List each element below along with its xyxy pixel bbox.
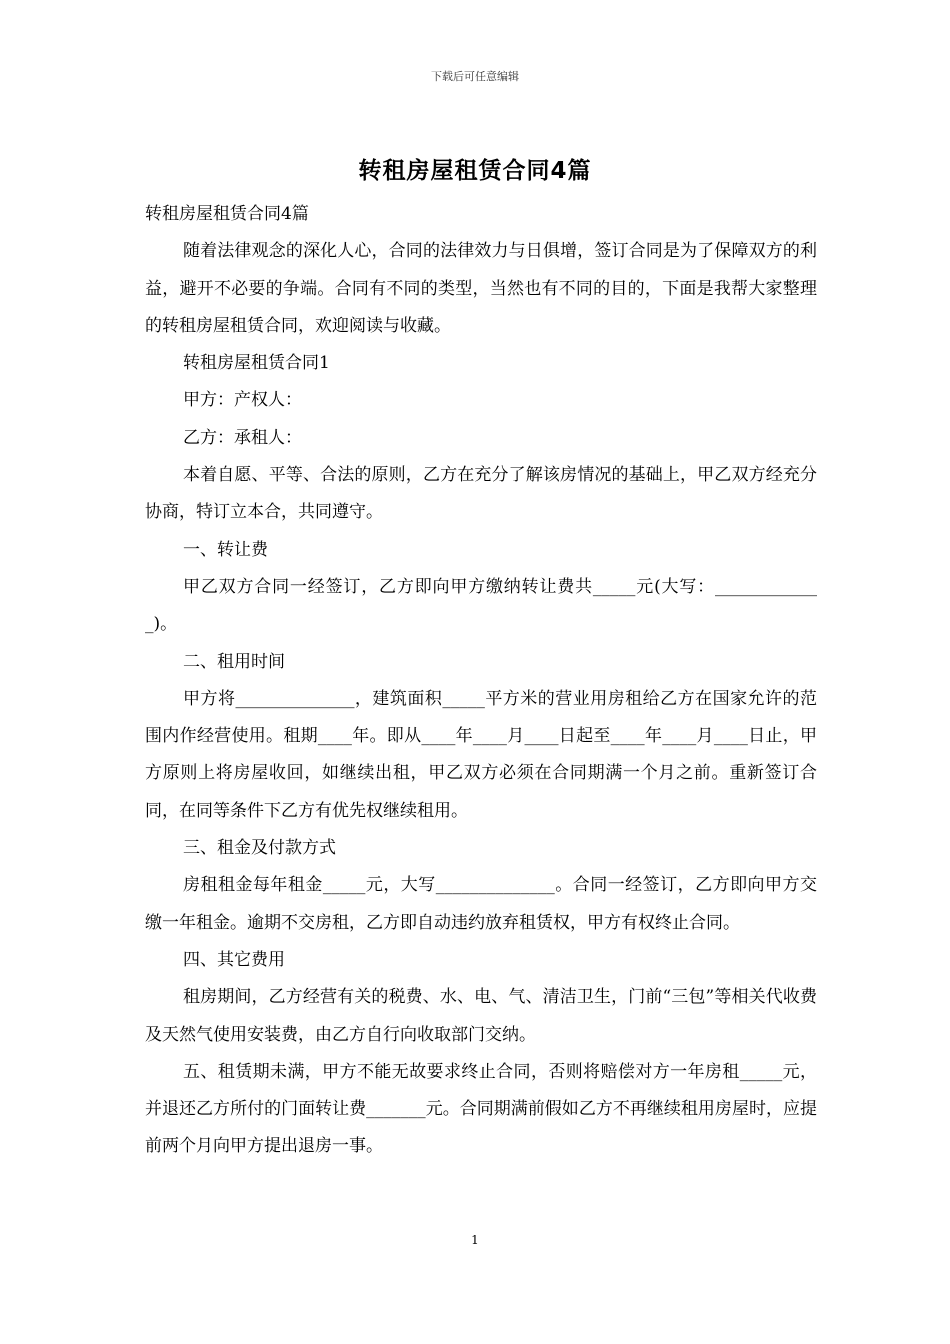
rent-payment-paragraph: 房租租金每年租金_____元，大写______________。合同一经签订，乙方即向甲方交缴一年租金。逾期不交房租，乙方即自动违约放弃租赁权，甲方有权终止合同。 <box>145 875 817 933</box>
other-fees-paragraph: 租房期间，乙方经营有关的税费、水、电、气、清洁卫生，门前“三包”等相关代收费及天然气使用安装费，由乙方自行向收取部门交纳。 <box>145 987 817 1045</box>
section-heading-rent-payment: 三、租金及付款方式 <box>183 838 336 859</box>
contract-heading: 转租房屋租赁合同1 <box>183 353 330 374</box>
lease-term-paragraph: 甲方将______________，建筑面积_____平方米的营业用房租给乙方在国家允许的范围内作经营使用。租期____年。即从____年____月____日起至____年____月____日止，甲方原则上将房屋收回，如继续出租，甲乙双方必须在合同期满一个月之前。重新签订合同，在同等条件下乙方有优先权继续租用。 <box>145 688 817 821</box>
principle-paragraph: 本着自愿、平等、合法的原则，乙方在充分了解该房情况的基础上，甲乙双方经充分协商，特订立本合，共同遵守。 <box>145 465 817 523</box>
subtitle-paragraph: 转租房屋租赁合同4篇 <box>145 204 309 224</box>
document-title: 转租房屋租赁合同4篇 <box>358 158 592 184</box>
party-b-line: 乙方：承租人： <box>183 427 302 448</box>
document-body <box>145 196 817 1166</box>
section-heading-other-fees: 四、其它费用 <box>183 949 285 970</box>
section-heading-lease-term: 二、租用时间 <box>183 651 285 672</box>
page-number: 1 <box>471 1233 479 1247</box>
party-a-line: 甲方：产权人： <box>183 390 302 411</box>
header-note: 下载后可任意编辑 <box>431 70 519 83</box>
section-heading-transfer-fee: 一、转让费 <box>183 539 268 560</box>
transfer-fee-paragraph: 甲乙双方合同一经签订，乙方即向甲方缴纳转让费共_____元(大写：_____________)。 <box>145 576 817 635</box>
early-termination-paragraph: 五、租赁期未满，甲方不能无故要求终止合同，否则将赔偿对方一年房租_____元，并退还乙方所付的门面转让费_______元。合同期满前假如乙方不再继续租用房屋时，应提前两个月向甲方提出退房一事。 <box>145 1061 817 1157</box>
intro-paragraph: 随着法律观念的深化人心，合同的法律效力与日俱增，签订合同是为了保障双方的利益，避开不必要的争端。合同有不同的类型，当然也有不同的目的，下面是我帮大家整理的转租房屋租赁合同，欢迎阅读与收藏。 <box>145 241 817 336</box>
